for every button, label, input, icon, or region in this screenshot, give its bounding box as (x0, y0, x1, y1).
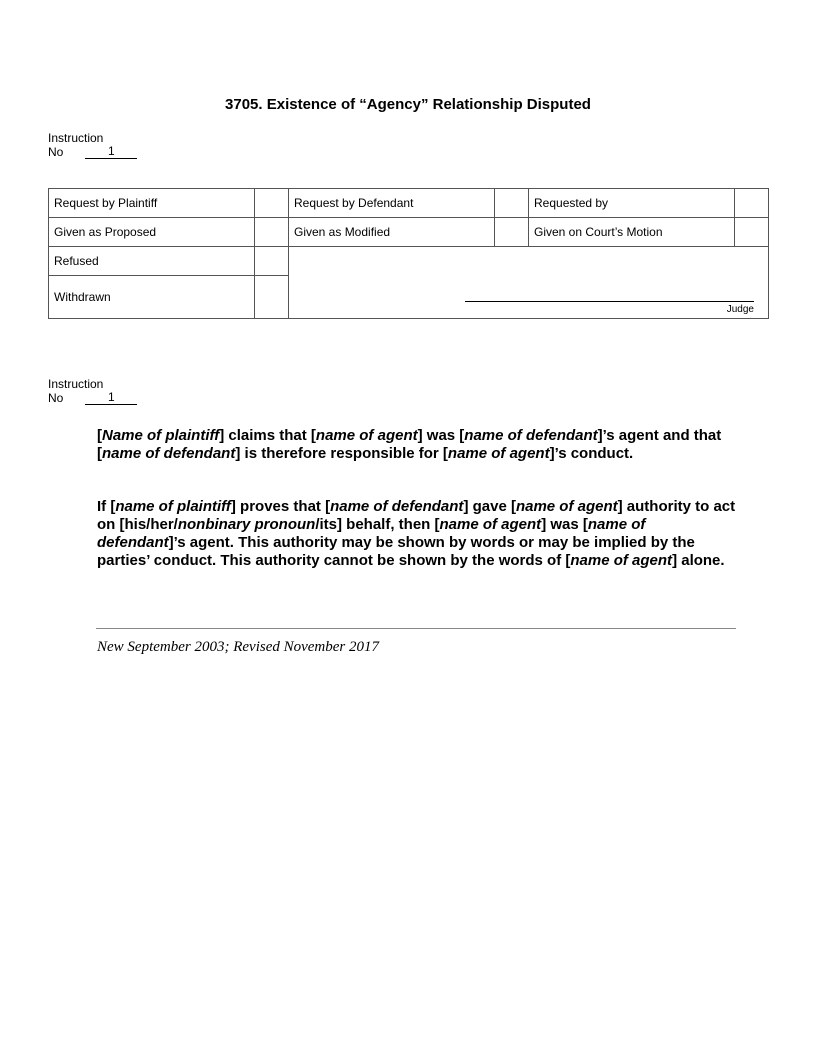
instruction-number-block (48, 131, 137, 159)
requested-by-checkbox[interactable] (735, 189, 769, 218)
text-run: ] is therefore responsible for [ (235, 445, 448, 462)
placeholder-text: name of agent (439, 516, 542, 533)
placeholder-text: name of agent (515, 498, 618, 515)
text-run: ] proves that [ (230, 498, 331, 515)
given-as-modified-label: Given as Modified (289, 218, 495, 247)
judge-signature-area (289, 247, 769, 319)
text-run: [ (97, 427, 102, 444)
placeholder-text: name of defendant (102, 445, 236, 462)
placeholder-text: nonbinary pronoun (177, 516, 316, 533)
given-on-court-motion-checkbox[interactable] (735, 218, 769, 247)
placeholder-text: name of defendant (97, 516, 646, 551)
placeholder-text: name of defendant (330, 498, 464, 515)
text-run: ]’s agent and that [ (97, 427, 722, 462)
text-run: ] claims that [ (219, 427, 316, 444)
judge-signature-line[interactable] (465, 301, 754, 302)
text-run: ] gave [ (463, 498, 516, 515)
refused-label: Refused (49, 247, 255, 276)
text-run: /its] behalf, then [ (315, 516, 440, 533)
placeholder-text: name of agent (447, 445, 550, 462)
given-as-modified-checkbox[interactable] (495, 218, 529, 247)
instruction-paragraph-2 (97, 498, 737, 570)
horizontal-divider (96, 628, 736, 629)
placeholder-text: name of agent (570, 552, 673, 569)
instruction-number-block-2 (48, 377, 137, 405)
requested-by-label: Requested by (529, 189, 735, 218)
text-run: ]’s agent. This authority may be shown by words or may be implied by the parties’ conduct. This authority cannot be shown by the words of [ (97, 534, 695, 569)
instruction-number: 1 (85, 145, 137, 159)
instruction-paragraph-1 (97, 427, 737, 463)
text-run: ]’s conduct. (549, 445, 634, 462)
given-as-proposed-checkbox[interactable] (255, 218, 289, 247)
withdrawn-checkbox[interactable] (255, 276, 289, 319)
placeholder-text: name of agent (315, 427, 418, 444)
request-plaintiff-label: Request by Plaintiff (49, 189, 255, 218)
no-label: No (48, 391, 64, 405)
request-defendant-checkbox[interactable] (495, 189, 529, 218)
text-run: ] was [ (417, 427, 465, 444)
page-title: 3705. Existence of “Agency” Relationship Disputed (225, 96, 591, 113)
text-run: ] was [ (541, 516, 588, 533)
instruction-label: Instruction (48, 377, 104, 391)
withdrawn-label: Withdrawn (49, 276, 255, 319)
text-run: ] alone. (672, 552, 725, 569)
instruction-label: Instruction (48, 131, 104, 145)
instruction-number: 1 (85, 391, 137, 405)
text-run: ] authority to act on [his/her/ (97, 498, 736, 533)
revision-history: New September 2003; Revised November 2017 (97, 639, 380, 655)
text-run: If [ (97, 498, 116, 515)
placeholder-text: Name of plaintiff (102, 427, 220, 444)
placeholder-text: name of defendant (464, 427, 598, 444)
judge-label: Judge (726, 304, 754, 315)
refused-checkbox[interactable] (255, 247, 289, 276)
no-label: No (48, 145, 64, 159)
jury-instruction-form-table (48, 188, 769, 319)
request-defendant-label: Request by Defendant (289, 189, 495, 218)
given-on-court-motion-label: Given on Court’s Motion (529, 218, 735, 247)
placeholder-text: name of plaintiff (115, 498, 231, 515)
request-plaintiff-checkbox[interactable] (255, 189, 289, 218)
given-as-proposed-label: Given as Proposed (49, 218, 255, 247)
